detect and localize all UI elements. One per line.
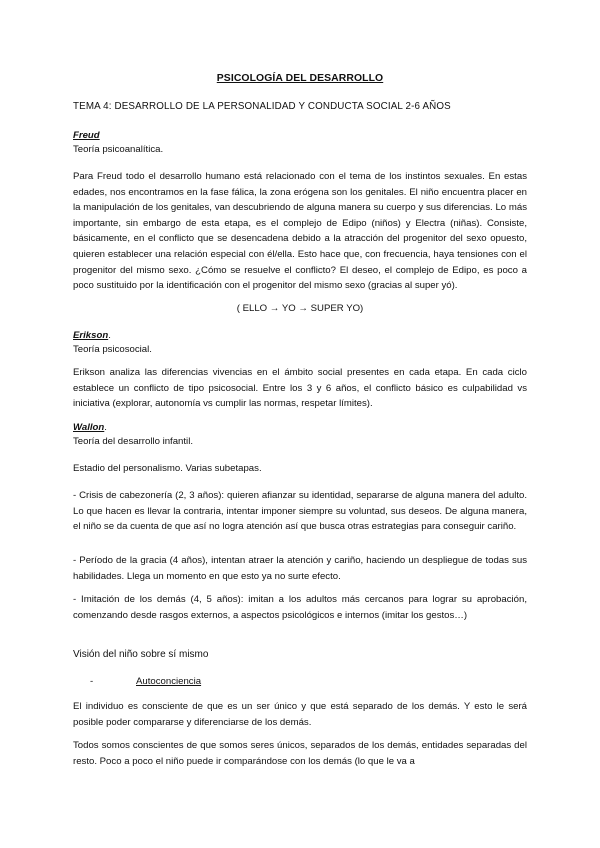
wallon-stage: Estadio del personalismo. Varias subetapas.	[73, 463, 262, 474]
wallon-subtitle: Teoría del desarrollo infantil.	[73, 436, 193, 447]
bullet-dash: -	[90, 676, 94, 687]
wallon-item-gracia: - Período de la gracia (4 años), intentan atraer la atención y cariño, haciendo un despliegue de todas sus habilidades. Llega un momento en que esto ya no surte efecto.	[73, 555, 527, 582]
vision-paragraph-2-text: Todos somos conscientes de que somos seres únicos, separados de los demás, entidades separadas del resto. Poco a poco el niño puede ir comparándose con los demás (lo que le va a	[73, 740, 527, 767]
erikson-heading: Erikson	[73, 330, 109, 341]
vision-paragraph-1: El individuo es consciente de que es un ser único y que está separado de los demás. Y esto le será posible poder compararse y diferenciarse de los demás.	[73, 701, 527, 728]
freud-paragraph: Para Freud todo el desarrollo humano está relacionado con el tema de los instintos sexuales. En estas edades, nos encontramos en la fase fálica, la zona erógena son los genitales. El niño encuentra placer en la manipulación de los genitales, van descubriendo de alguna manera su cuerpo y sus diferencias. Lo más importante, sin embargo de esta etapa, es el complejo de Edipo (niños) y Electra (niñas). Consiste, básicamente, en el conflicto que se desencadena debido a la atracción del progenitor del sexo opuesto, quieren establecer una relación especial con él/ella. Esto hace que, con frecuencia, haya tensiones con el progenitor del mismo sexo. ¿Cómo se resuelve el conflicto? El deseo, el complejo de Edipo, es poco a poco sustituido por la identificación con el progenitor del mismo sexo (gracias al super yó).	[73, 171, 527, 292]
autoconciencia-bullet	[90, 674, 201, 690]
wallon-heading: Wallon	[73, 422, 105, 433]
wallon-item-crisis: - Crisis de cabezonería (2, 3 años): quieren afianzar su identidad, separarse de alguna manera del adulto. Lo que hacen es llevar la contraria, intentar imponer siempre su voluntad, sus deseos. De alguna manera, el niño se da cuenta de que así no logra atención así que busca otras estrategias para conseguir cariño.	[73, 490, 527, 533]
wallon-heading-suffix: .	[104, 422, 107, 433]
topic-heading: TEMA 4: DESARROLLO DE LA PERSONALIDAD Y CONDUCTA SOCIAL 2-6 AÑOS	[73, 101, 451, 112]
document-title: PSICOLOGÍA DEL DESARROLLO	[216, 73, 384, 84]
wallon-item-imitacion: - Imitación de los demás (4, 5 años): imitan a los adultos más cercanos para lograr su aprobación, comenzando desde rasgos externos, a aspectos psicológicos e internos (imitar los gestos…)	[73, 594, 527, 621]
erikson-heading-suffix: .	[108, 330, 111, 341]
freud-heading: Freud	[73, 130, 100, 141]
freud-formula: ( ELLO → YO → SUPER YO)	[236, 303, 364, 314]
erikson-paragraph: Erikson analiza las diferencias vivencias en el ámbito social presentes en cada etapa. En cada ciclo establece un conflicto de tipo psicosocial. Entre los 3 y 6 años, el conflicto básico es culpabilidad vs iniciativa (explorar, autonomía vs cumplir las normas, respetar límites).	[73, 367, 527, 410]
erikson-subtitle: Teoría psicosocial.	[73, 344, 152, 355]
freud-subtitle: Teoría psicoanalítica.	[73, 144, 164, 155]
vision-heading: Visión del niño sobre sí mismo	[73, 649, 209, 660]
vision-paragraph-2	[73, 738, 527, 769]
autoconciencia-label: Autoconciencia	[136, 676, 202, 687]
